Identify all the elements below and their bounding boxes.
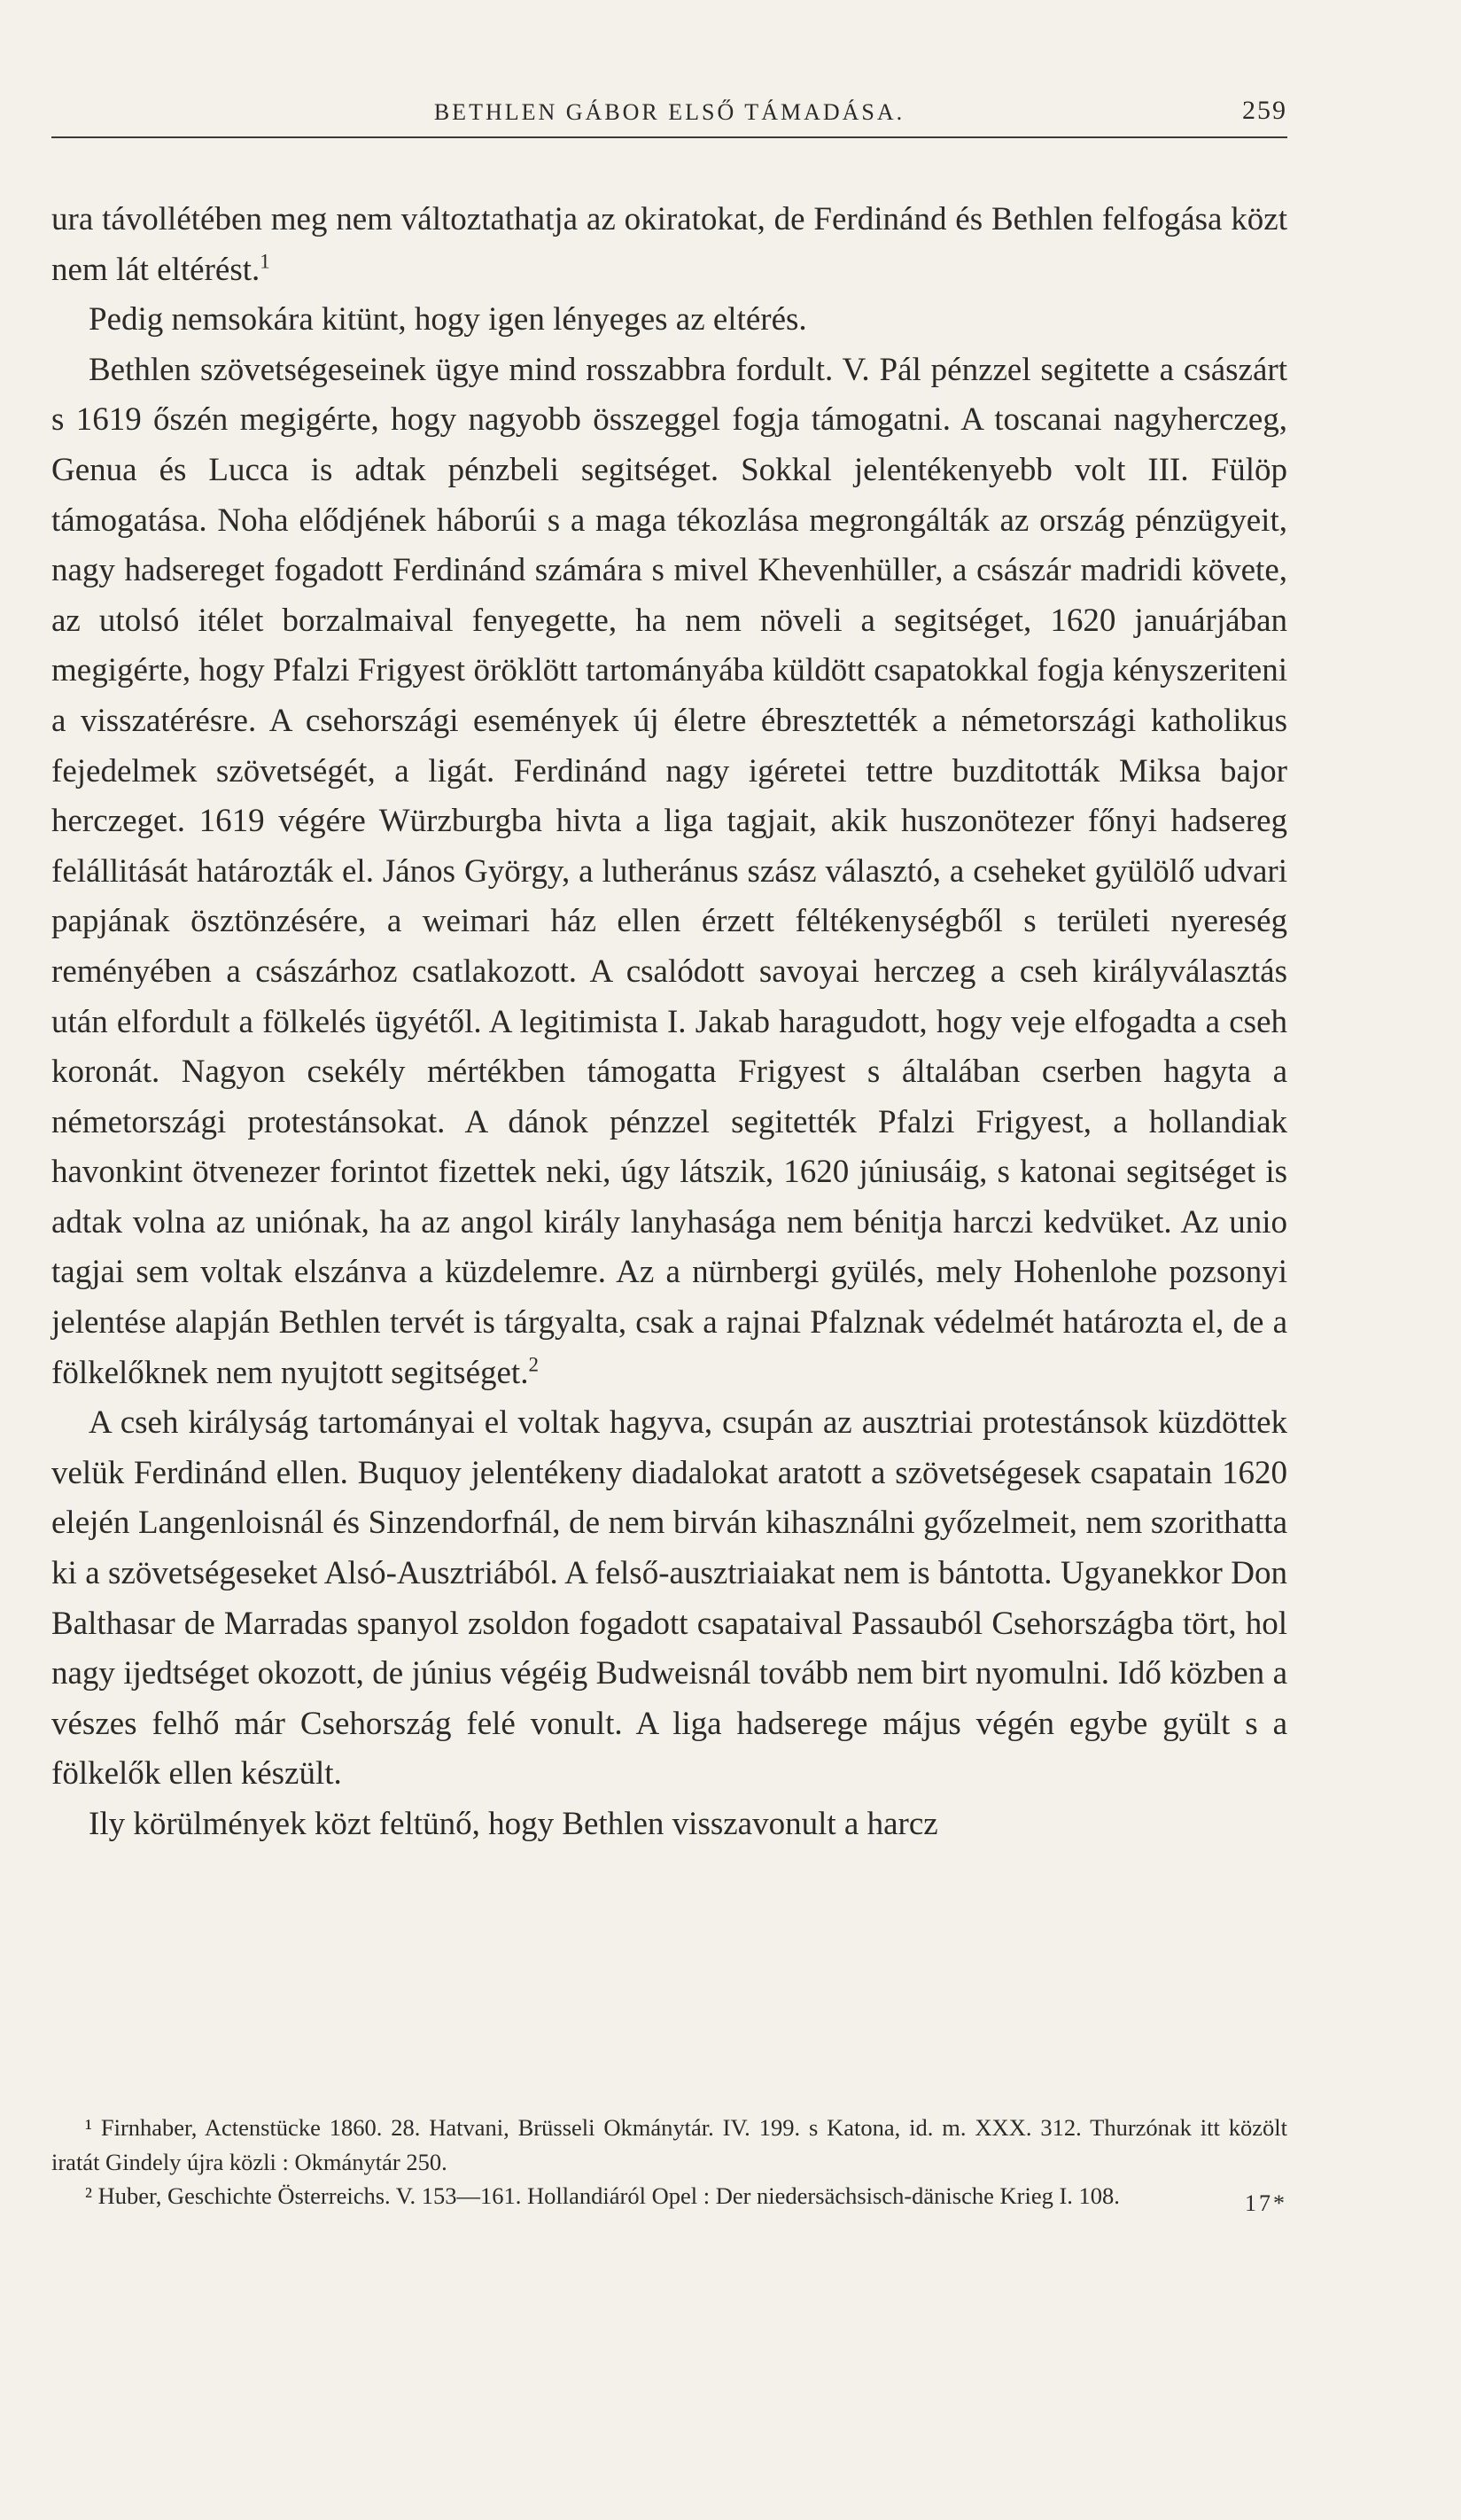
footnote-ref-1: 1: [260, 250, 270, 273]
footnote-2-text: Huber, Geschichte Österreichs. V. 153—161. Hollandiáról Opel : Der niedersächsisch-dänische Krieg I. 108.: [97, 2182, 1120, 2209]
footnote-1-text: Firnhaber, Actenstücke 1860. 28. Hatvani, Brüsseli Okmánytár. IV. 199. s Katona, id. m. XXX. 312. Thurzónak itt közölt iratát Gindely újra közli : Okmánytár 250.: [51, 2114, 1288, 2175]
paragraph-3: [51, 346, 1287, 1398]
footnote-ref-2: 2: [528, 1353, 539, 1376]
paragraph-1-text: ura távollétében meg nem változtathatja az okiratokat, de Ferdinánd és Bethlen felfogása közt nem lát eltérést.: [51, 201, 1287, 288]
paragraph-5: Ily körülmények közt feltünő, hogy Bethlen visszavonult a harcz: [89, 1806, 938, 1842]
paragraph-3-text: Bethlen szövetségeseinek ügye mind rosszabbra fordult. V. Pál pénzzel segitette a császárt s 1619 őszén megigérte, hogy nagyobb összeggel fogja támogatni. A toscanai nagyherczeg, Genua és Lucca is adtak pénzbeli segitséget. Sokkal jelentékenyebb volt III. Fülöp támogatása. Noha elődjének háborúi s a maga tékozlása megrongálták az ország pénzügyeit, nagy hadsereget fogadott Ferdinánd számára s mivel Khevenhüller, a császár madridi követe, az utolsó itélet borzalmaival fenyegette, ha nem növeli a segitséget, 1620 januárjában megigérte, hogy Pfalzi Frigyest öröklött tartományába küldött csapatokkal fogja kényszeriteni a visszatérésre. A csehországi események új életre ébresztették a németországi katholikus fejedelmek szövetségét, a ligát. Ferdinánd nagy igéretei tettre buzditották Miksa bajor herczeget. 1619 végére Würzburgba hivta a liga tagjait, akik huszonötezer főnyi hadsereg felállitását határozták el. János György, a lutheránus szász választó, a cseheket gyülölő udvari papjának ösztönzésére, a weimari ház ellen érzett féltékenységből s területi nyereség reményében a császárhoz csatlakozott. A csalódott savoyai herczeg a cseh királyválasztás után elfordult a fölkelés ügyétől. A legitimista I. Jakab haragudott, hogy veje elfogadta a cseh koronát. Nagyon csekély mértékben támogatta Frigyest s általában cserben hagyta a németországi protestánsokat. A dánok pénzzel segitették Pfalzi Frigyest, a hollandiak havonkint ötvenezer forintot fizettek neki, úgy látszik, 1620 júniusáig, s katonai segitséget is adtak volna az uniónak, ha az angol király lanyhasága nem bénitja harczi kedvüket. Az unio tagjai sem voltak elszánva a küzdelemre. Az a nürnbergi gyülés, mely Hohenlohe pozsonyi jelentése alapján Bethlen tervét is tárgyalta, csak a rajnai Pfalznak védelmét határozta el, de a fölkelőknek nem nyujtott segitséget.: [51, 351, 1287, 1391]
main-text: [51, 195, 1287, 1850]
paragraph-1: [51, 195, 1287, 295]
paragraph-4: A cseh királyság tartományai el voltak hagyva, csupán az ausztriai protestánsok küzdöttek velük Ferdinánd ellen. Buquoy jelentékeny diadalokat aratott a szövetségesek csapatain 1620 elején Langenloisnál és Sinzendorfnál, de nem birván kihasználni győzelmeit, nem szorithatta ki a szövetségeseket Alsó-Ausztriából. A felső-ausztriaiakat nem is bántotta. Ugyanekkor Don Balthasar de Marradas spanyol zsoldon fogadott csapataival Passauból Csehországba tört, hol nagy ijedtséget okozott, de június végéig Budweisnál tovább nem birt nyomulni. Idő közben a vészes felhő már Csehország felé vonult. A liga hadserege május végén egybe gyült s a fölkelők ellen készült.: [51, 1404, 1287, 1793]
header-rule: [51, 136, 1287, 138]
running-header: [51, 96, 1287, 135]
footnote-1-mark: ¹: [85, 2114, 92, 2141]
running-title: BETHLEN GÁBOR ELSŐ TÁMADÁSA.: [433, 99, 905, 125]
page-number: 259: [1242, 96, 1287, 125]
footnote-1: [51, 2111, 1287, 2179]
book-page: [51, 0, 1287, 2520]
paragraph-2: Pedig nemsokára kitünt, hogy igen lényeges az eltérés.: [89, 301, 807, 338]
sheet-signature: 17*: [1245, 2190, 1287, 2216]
footnote-2-mark: ²: [85, 2182, 92, 2209]
